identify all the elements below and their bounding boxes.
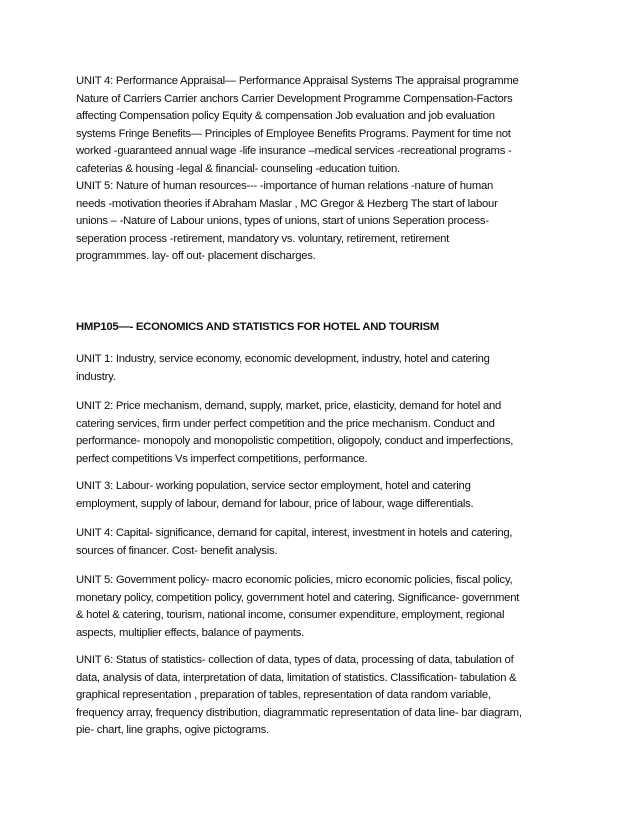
text-line: aspects, multiplier effects, balance of payments. — [76, 626, 305, 639]
text-line: performance- monopoly and monopolistic competition, oligopoly, conduct and imperfections, — [76, 435, 514, 448]
course-unit5-paragraph — [76, 572, 576, 642]
text-line: unions – -Nature of Labour unions, types of unions, start of unions Seperation process- — [76, 215, 489, 228]
text-line: pie- chart, line graphs, ogive pictograms. — [76, 724, 269, 737]
text-line: sources of financer. Cost- benefit analysis. — [76, 544, 278, 557]
text-line: affecting Compensation policy Equity & compensation Job evaluation and job evaluation — [76, 110, 495, 123]
text-line: industry. — [76, 370, 116, 383]
text-line: UNIT 4: Capital- significance, demand for capital, interest, investment in hotels and catering, — [76, 527, 513, 539]
text-line: programmmes. lay- off out- placement discharges. — [76, 250, 316, 263]
course-unit6-paragraph — [76, 652, 576, 740]
text-line: UNIT 5: Nature of human resources--- -importance of human relations -nature of human — [76, 180, 494, 192]
course-unit1-paragraph — [76, 351, 576, 386]
course-unit2-paragraph — [76, 398, 576, 468]
course-unit3-paragraph — [76, 478, 576, 513]
text-line: Nature of Carriers Carrier anchors Carrier Development Programme Compensation-Factors — [76, 92, 513, 105]
text-line: UNIT 5: Government policy- macro economic policies, micro economic policies, fiscal policy, — [76, 574, 513, 586]
text-line: needs -motivation theories if Abraham Maslar , MC Gregor & Hezberg The start of labour — [76, 197, 498, 210]
text-line: graphical representation , preparation of tables, representation of data random variable, — [76, 689, 491, 702]
text-line: & hotel & catering, tourism, national income, consumer expenditure, employment, regional — [76, 609, 505, 622]
text-line: perfect competitions Vs imperfect competitions, performance. — [76, 452, 368, 465]
text-line: frequency array, frequency distribution, diagrammatic representation of data line- bar diagram, — [76, 706, 522, 719]
course-heading-text: HMP105—- ECONOMICS AND STATISTICS FOR HOTEL AND TOURISM — [76, 321, 440, 333]
course-unit4-paragraph — [76, 525, 576, 560]
text-line: UNIT 4: Performance Appraisal— Performance Appraisal Systems The appraisal programme — [76, 75, 519, 87]
text-line: UNIT 6: Status of statistics- collection of data, types of data, processing of data, tabulation of — [76, 654, 514, 666]
text-line: systems Fringe Benefits— Principles of Employee Benefits Programs. Payment for time not — [76, 127, 511, 140]
text-line: data, analysis of data, interpretation of data, limitation of statistics. Classification- tabulation & — [76, 671, 517, 684]
unit5-human-resources-paragraph — [76, 178, 576, 266]
text-line: cafeterias & housing -legal & financial- counseling -education tuition. — [76, 162, 400, 175]
text-line: UNIT 1: Industry, service economy, economic development, industry, hotel and catering — [76, 353, 490, 365]
text-line: seperation process -retirement, mandatory vs. voluntary, retirement, retirement — [76, 232, 450, 245]
unit4-performance-appraisal-paragraph — [76, 73, 576, 179]
course-heading — [76, 319, 576, 337]
text-line: employment, supply of labour, demand for labour, price of labour, wage differentials. — [76, 497, 474, 510]
text-line: worked -guaranteed annual wage -life insurance –medical services -recreational programs - — [76, 145, 512, 158]
text-line: UNIT 2: Price mechanism, demand, supply, market, price, elasticity, demand for hotel and — [76, 400, 502, 412]
text-line: monetary policy, competition policy, government hotel and catering. Significance- government — [76, 591, 520, 604]
text-line: catering services, firm under perfect competition and the price mechanism. Conduct and — [76, 417, 495, 430]
text-line: UNIT 3: Labour- working population, service sector employment, hotel and catering — [76, 480, 471, 492]
